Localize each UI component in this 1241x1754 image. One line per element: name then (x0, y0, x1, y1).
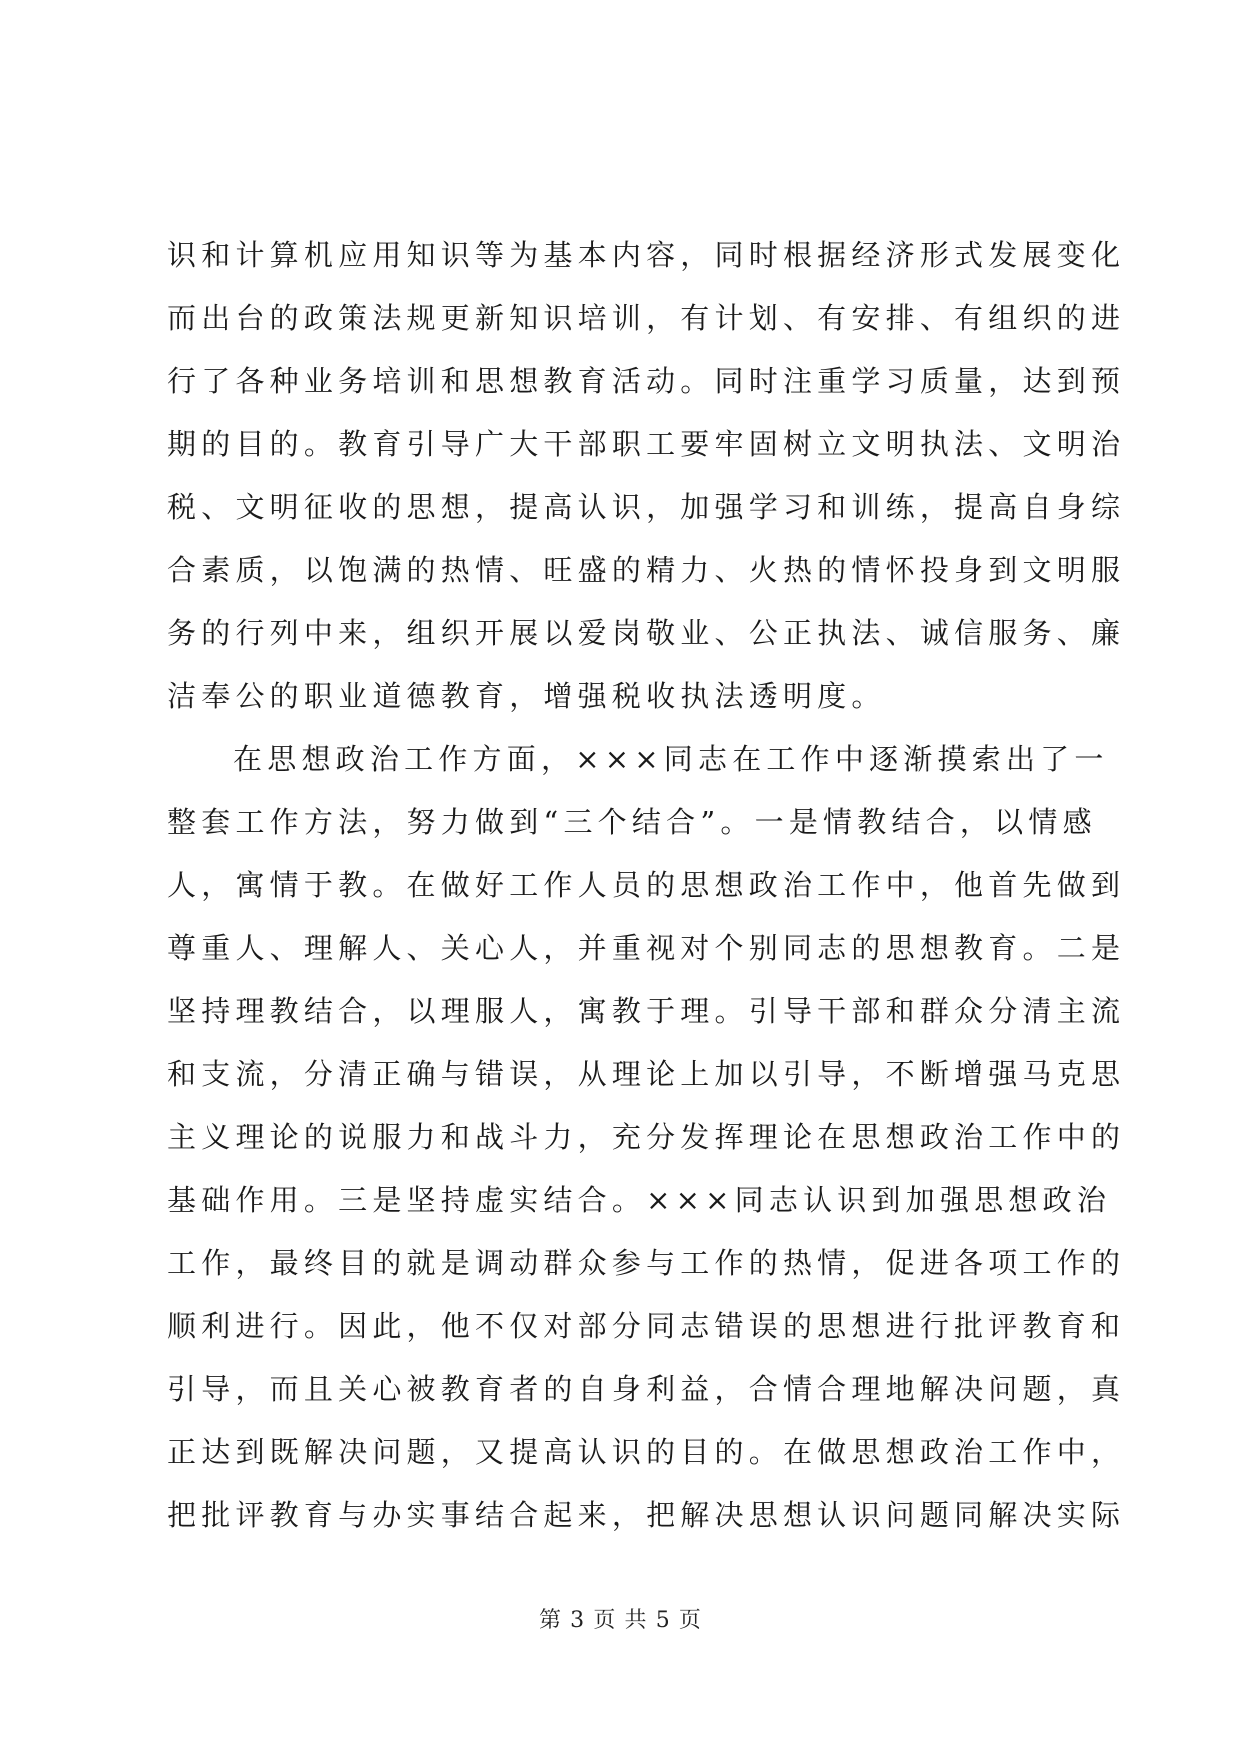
paragraph-line: 务的行列中来，组织开展以爱岗敬业、公正执法、诚信服务、廉 (167, 616, 1126, 650)
paragraph-line: 基础作用。三是坚持虚实结合。×××同志认识到加强思想政治 (167, 1183, 1112, 1217)
paragraph-line: 和支流，分清正确与错误，从理论上加以引导，不断增强马克思 (167, 1057, 1126, 1091)
paragraph-line: 把批评教育与办实事结合起来，把解决思想认识问题同解决实际 (167, 1498, 1126, 1532)
paragraph-line: 主义理论的说服力和战斗力，充分发挥理论在思想政治工作中的 (167, 1120, 1126, 1154)
paragraph-line: 在思想政治工作方面，×××同志在工作中逐渐摸索出了一 (233, 742, 1109, 776)
paragraph-line: 期的目的。教育引导广大干部职工要牢固树立文明执法、文明治 (167, 427, 1126, 461)
paragraph-line: 顺利进行。因此，他不仅对部分同志错误的思想进行批评教育和 (167, 1309, 1126, 1343)
paragraph-line: 引导，而且关心被教育者的自身利益，合情合理地解决问题，真 (167, 1372, 1126, 1406)
paragraph-line: 坚持理教结合，以理服人，寓教于理。引导干部和群众分清主流 (167, 994, 1126, 1028)
paragraph-line: 工作，最终目的就是调动群众参与工作的热情，促进各项工作的 (167, 1246, 1126, 1280)
paragraph-line: 整套工作方法，努力做到“三个结合”。一是情教结合，以情感 (167, 805, 1097, 839)
paragraph-line: 税、文明征收的思想，提高认识，加强学习和训练，提高自身综 (167, 490, 1126, 524)
paragraph-line: 而出台的政策法规更新知识培训，有计划、有安排、有组织的进 (167, 301, 1126, 335)
paragraph-line: 尊重人、理解人、关心人，并重视对个别同志的思想教育。二是 (167, 931, 1126, 965)
paragraph-line: 合素质，以饱满的热情、旺盛的精力、火热的情怀投身到文明服 (167, 553, 1126, 587)
paragraph-line: 正达到既解决问题，又提高认识的目的。在做思想政治工作中， (167, 1435, 1126, 1469)
page-number-footer: 第 3 页 共 5 页 (538, 1608, 703, 1633)
paragraph-1 (167, 224, 1126, 728)
paragraph-2 (167, 728, 1126, 1547)
paragraph-line: 洁奉公的职业道德教育，增强税收执法透明度。 (167, 679, 886, 713)
paragraph-line: 识和计算机应用知识等为基本内容，同时根据经济形式发展变化 (167, 238, 1126, 272)
paragraph-line: 行了各种业务培训和思想教育活动。同时注重学习质量，达到预 (167, 364, 1126, 398)
paragraph-line: 人，寓情于教。在做好工作人员的思想政治工作中，他首先做到 (167, 868, 1126, 902)
